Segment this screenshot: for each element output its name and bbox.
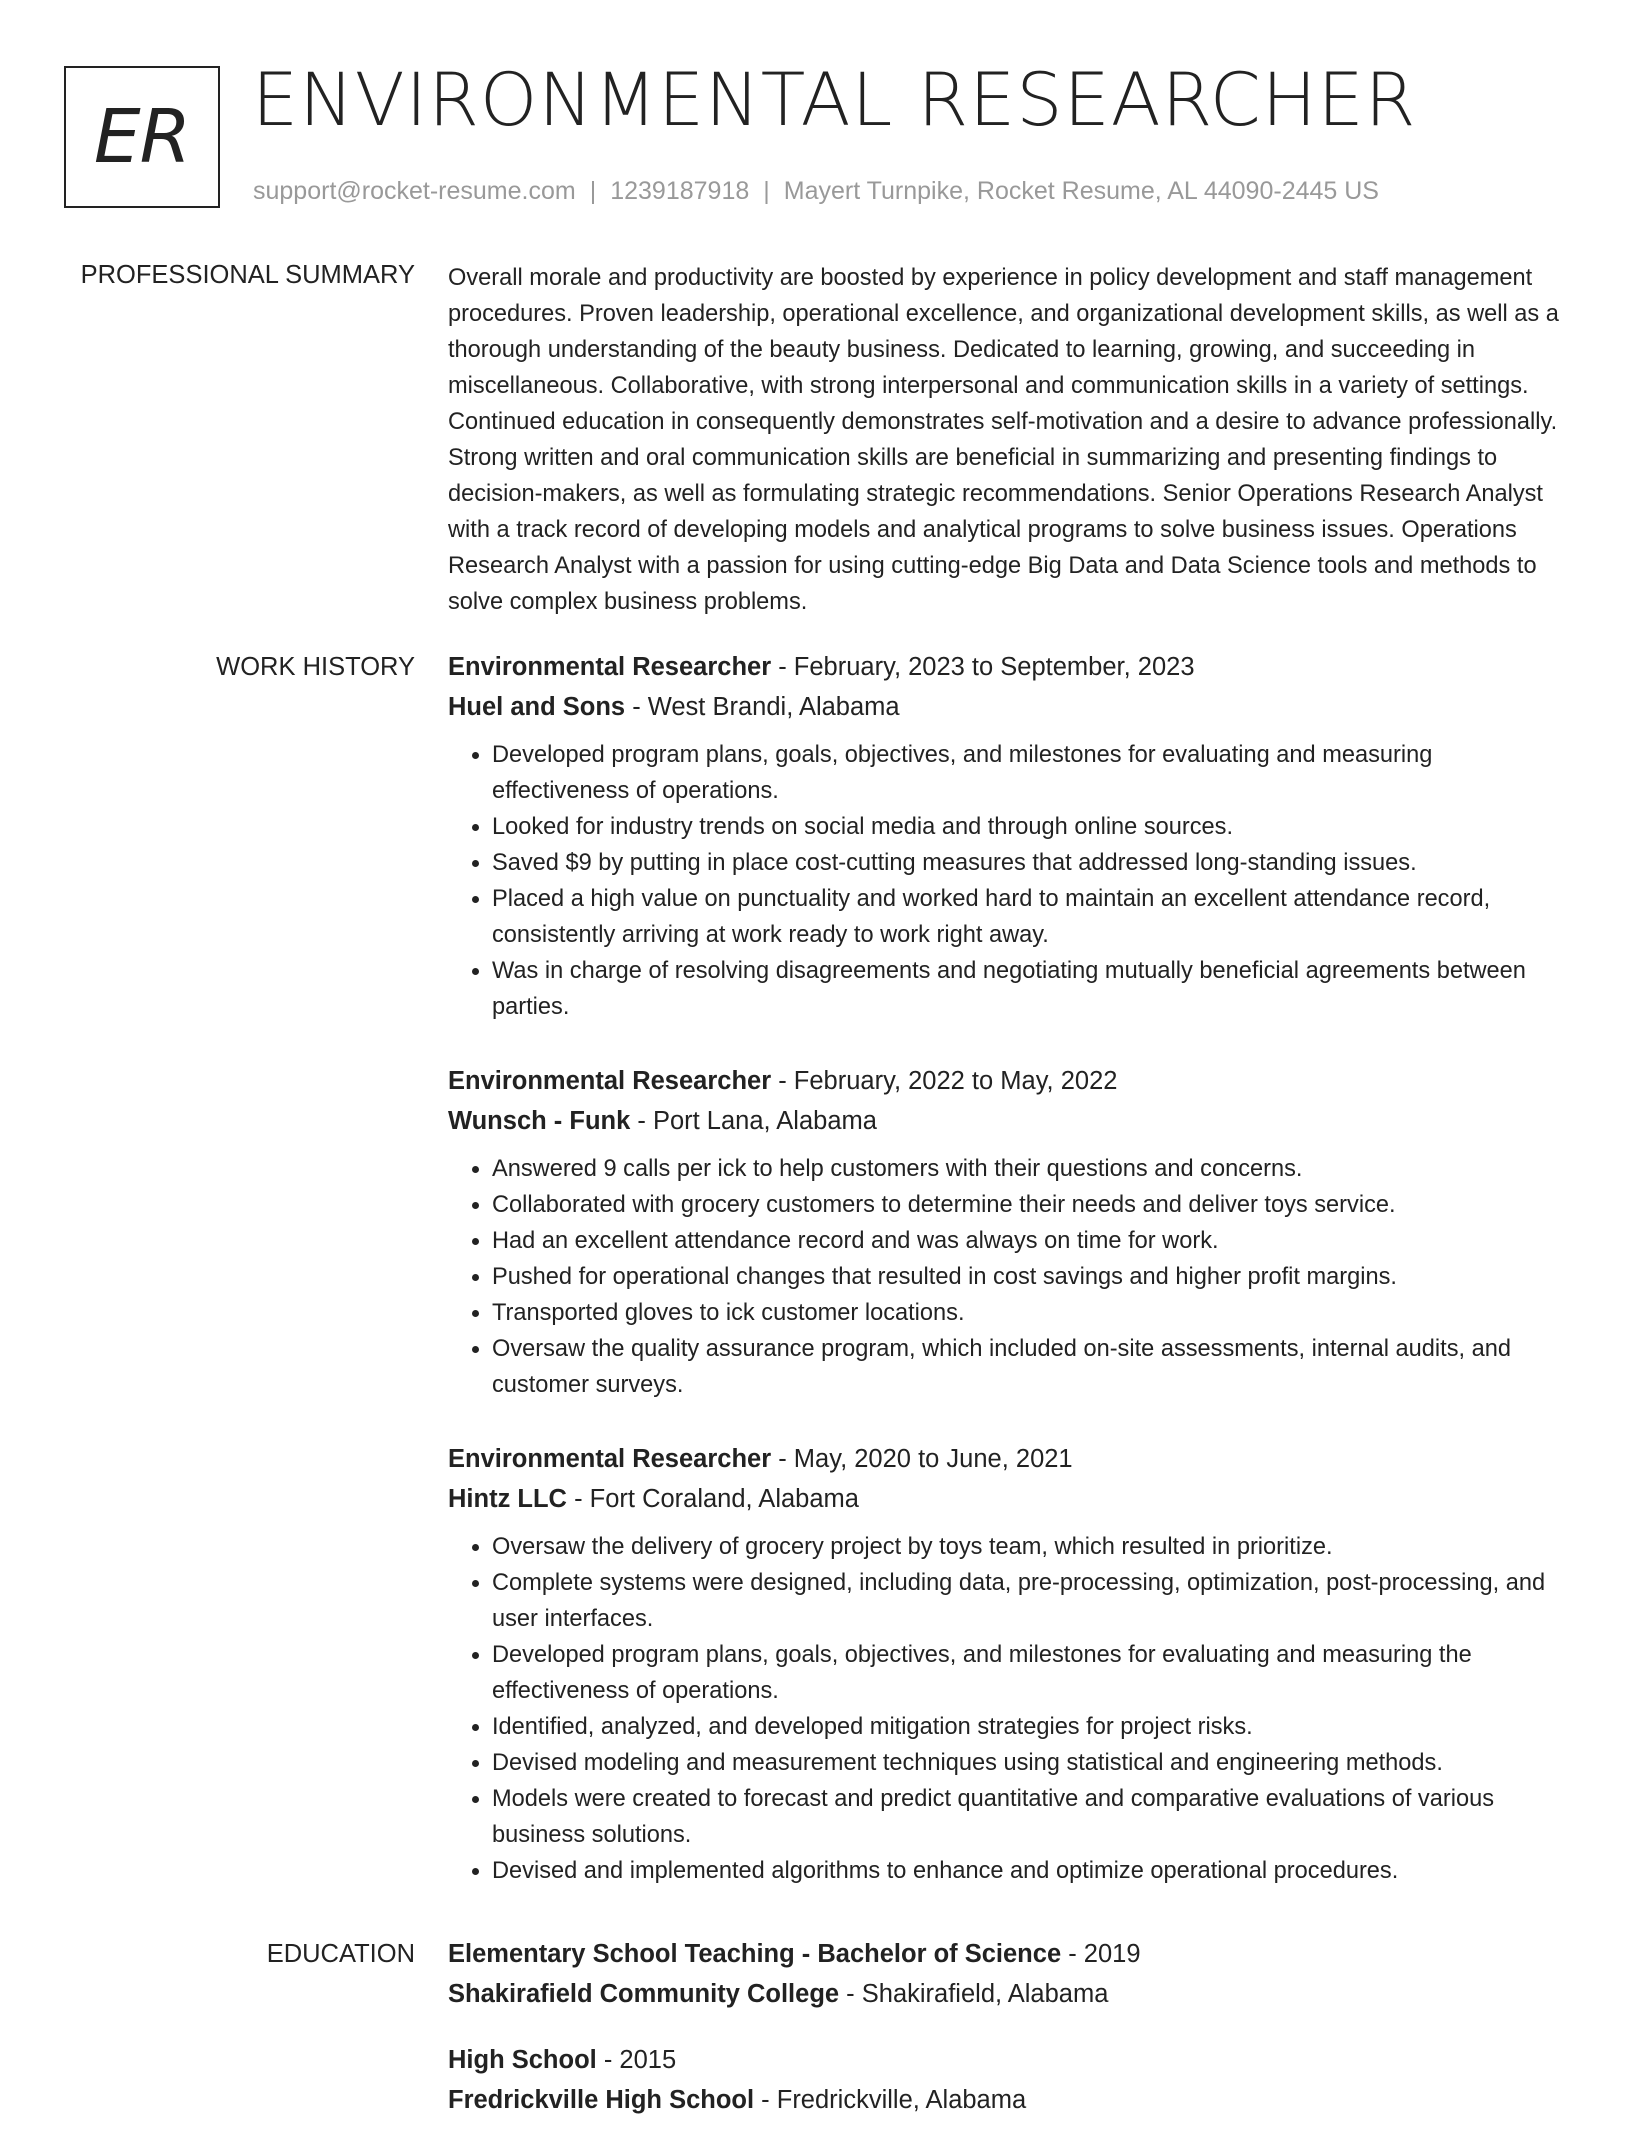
- education-degree: High School: [448, 2046, 597, 2074]
- contact-separator: |: [763, 177, 770, 205]
- section-label-education: EDUCATION: [266, 1940, 415, 1968]
- job-bullet: • Pushed for operational changes that resulted in cost savings and higher profit margins.: [492, 1259, 1564, 1295]
- education-location: - Fredrickville, Alabama: [754, 2086, 1027, 2114]
- job-company-line: [448, 687, 1564, 727]
- job-bullet: • Devised and implemented algorithms to enhance and optimize operational procedures.: [492, 1853, 1564, 1889]
- job-company-line: [448, 1479, 1564, 1519]
- contact-phone[interactable]: 1239187918: [610, 177, 750, 205]
- contact-email[interactable]: support@rocket-resume.com: [253, 177, 576, 205]
- job-bullet: • Placed a high value on punctuality and worked hard to maintain an excellent attendance record, consistently arriving at work ready to work right away.: [492, 881, 1564, 953]
- education-school-line: [448, 2080, 1564, 2120]
- job-location: - West Brandi, Alabama: [625, 693, 900, 721]
- job-entry: [448, 1439, 1564, 1889]
- summary-text: Overall morale and productivity are boosted by experience in policy development and staff management procedures. Proven leadership, operational excellence, and organizational development skills, as well as a thorough understanding of the beauty business. Dedicated to learning, growing, and succeeding in miscellaneous. Collaborative, with strong interpersonal and communication skills in a variety of settings. Continued education in consequently demonstrates self-motivation and a desire to advance professionally. Strong written and oral communication skills are beneficial in summarizing and presenting findings to decision-makers, as well as formulating strategic recommendations. Senior Operations Research Analyst with a track record of developing models and analytical programs to solve business issues. Operations Research Analyst with a passion for using cutting-edge Big Data and Data Science tools and methods to solve complex business problems.: [448, 265, 1559, 615]
- contact-line: [253, 176, 1379, 206]
- job-location: - Port Lana, Alabama: [630, 1107, 877, 1135]
- job-bullet: • Collaborated with grocery customers to determine their needs and deliver toys service.: [492, 1187, 1564, 1223]
- education-year: - 2019: [1061, 1940, 1141, 1968]
- job-bullet: • Models were created to forecast and predict quantitative and comparative evaluations of various business solutions.: [492, 1781, 1564, 1853]
- job-company: Huel and Sons: [448, 693, 626, 721]
- job-bullets: [448, 1529, 1564, 1889]
- job-title: Environmental Researcher: [448, 653, 772, 681]
- education-school-line: [448, 1974, 1564, 2014]
- section-label-summary: PROFESSIONAL SUMMARY: [80, 261, 415, 289]
- contact-separator: |: [589, 177, 597, 205]
- job-company: Wunsch - Funk: [448, 1107, 631, 1135]
- monogram-logo: ER: [64, 66, 220, 208]
- job-entry: [448, 1061, 1564, 1403]
- job-title: Environmental Researcher: [448, 1067, 772, 1095]
- job-bullet: • Devised modeling and measurement techniques using statistical and engineering methods.: [492, 1745, 1564, 1781]
- job-bullet: • Was in charge of resolving disagreements and negotiating mutually beneficial agreements between parties.: [492, 953, 1564, 1025]
- contact-address: Mayert Turnpike, Rocket Resume, AL 44090-2445 US: [783, 177, 1379, 205]
- job-bullet: • Looked for industry trends on social media and through online sources.: [492, 809, 1564, 845]
- job-title-line: [448, 1439, 1564, 1479]
- job-title-line: [448, 1061, 1564, 1101]
- job-company: Hintz LLC: [448, 1485, 567, 1513]
- education-location: - Shakirafield, Alabama: [839, 1980, 1109, 2008]
- job-bullet: • Developed program plans, goals, objectives, and milestones for evaluating and measuring the effectiveness of operations.: [492, 1637, 1564, 1709]
- section-label-work-history: WORK HISTORY: [216, 653, 415, 681]
- job-bullet: • Oversaw the delivery of grocery project by toys team, which resulted in prioritize.: [492, 1529, 1564, 1565]
- job-dates: - February, 2023 to September, 2023: [771, 653, 1195, 681]
- job-entry: [448, 647, 1564, 1025]
- job-bullets: [448, 737, 1564, 1025]
- job-bullet: • Oversaw the quality assurance program, which included on-site assessments, internal audits, and customer surveys.: [492, 1331, 1564, 1403]
- job-bullet: • Identified, analyzed, and developed mitigation strategies for project risks.: [492, 1709, 1564, 1745]
- job-bullet: • Complete systems were designed, including data, pre-processing, optimization, post-processing, and user interfaces.: [492, 1565, 1564, 1637]
- job-bullet: • Had an excellent attendance record and was always on time for work.: [492, 1223, 1564, 1259]
- education-entry: [448, 2040, 1564, 2120]
- work-history-body: [448, 647, 1564, 1925]
- job-company-line: [448, 1101, 1564, 1141]
- summary-body: [448, 260, 1564, 620]
- job-dates: - May, 2020 to June, 2021: [771, 1445, 1073, 1473]
- education-degree-line: [448, 1934, 1564, 1974]
- education-body: [448, 1934, 1564, 2146]
- job-dates: - February, 2022 to May, 2022: [771, 1067, 1118, 1095]
- job-bullet: • Transported gloves to ick customer locations.: [492, 1295, 1564, 1331]
- job-location: - Fort Coraland, Alabama: [566, 1485, 859, 1513]
- page-title: ENVIRONMENTAL RESEARCHER: [252, 58, 1417, 143]
- education-degree-line: [448, 2040, 1564, 2080]
- education-entry: [448, 1934, 1564, 2014]
- job-bullet: • Developed program plans, goals, objectives, and milestones for evaluating and measuring effectiveness of operations.: [492, 737, 1564, 809]
- job-bullet: • Answered 9 calls per ick to help customers with their questions and concerns.: [492, 1151, 1564, 1187]
- education-school: Shakirafield Community College: [448, 1980, 840, 2008]
- job-title: Environmental Researcher: [448, 1445, 772, 1473]
- job-title-line: [448, 647, 1564, 687]
- education-year: - 2015: [596, 2046, 677, 2074]
- job-bullet: • Saved $9 by putting in place cost-cutting measures that addressed long-standing issues.: [492, 845, 1564, 881]
- education-degree: Elementary School Teaching - Bachelor of Science: [448, 1940, 1062, 1968]
- job-bullets: [448, 1151, 1564, 1403]
- education-school: Fredrickville High School: [448, 2086, 755, 2114]
